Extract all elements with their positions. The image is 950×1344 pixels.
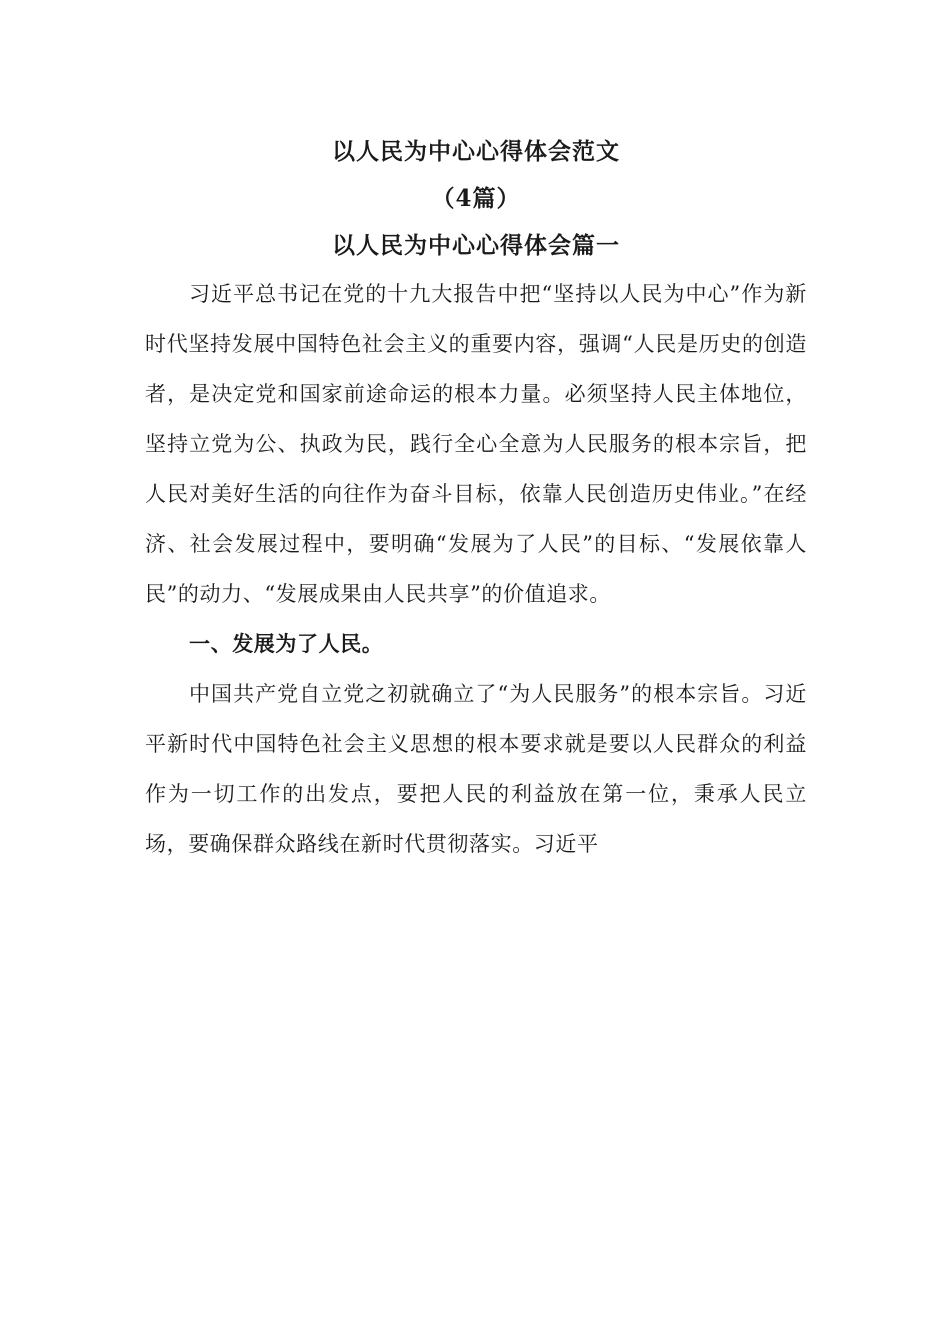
section-heading: 一、发展为了人民。 (189, 631, 384, 656)
document-content (145, 128, 807, 869)
paragraph-intro: 习近平总书记在党的十九大报告中把“坚持以人民为中心”作为新时代坚持发展中国特色社会主义的重要内容，强调“人民是历史的创造者，是决定党和国家前途命运的根本力量。必须坚持人民主体地位，坚持立党为公、执政为民，践行全心全意为人民服务的根本宗旨，把人民对美好生活的向往作为奋斗目标，依靠人民创造历史伟业。”在经济、社会发展过程中，要明确“发展为了人民”的目标、“发展依靠人民”的动力、“发展成果由人民共享”的价值追求。 (145, 282, 807, 606)
paragraph-section1: 中国共产党自立党之初就确立了“为人民服务”的根本宗旨。习近平新时代中国特色社会主义思想的根本要求就是要以人民群众的利益作为一切工作的出发点，要把人民的利益放在第一位，秉承人民立场，要确保群众路线在新时代贯彻落实。习近平 (145, 682, 807, 856)
article-subtitle: 以人民为中心心得体会篇一 (332, 232, 620, 259)
document-title-count: （4篇） (431, 185, 521, 212)
document-title: 以人民为中心心得体会范文 (332, 138, 620, 165)
